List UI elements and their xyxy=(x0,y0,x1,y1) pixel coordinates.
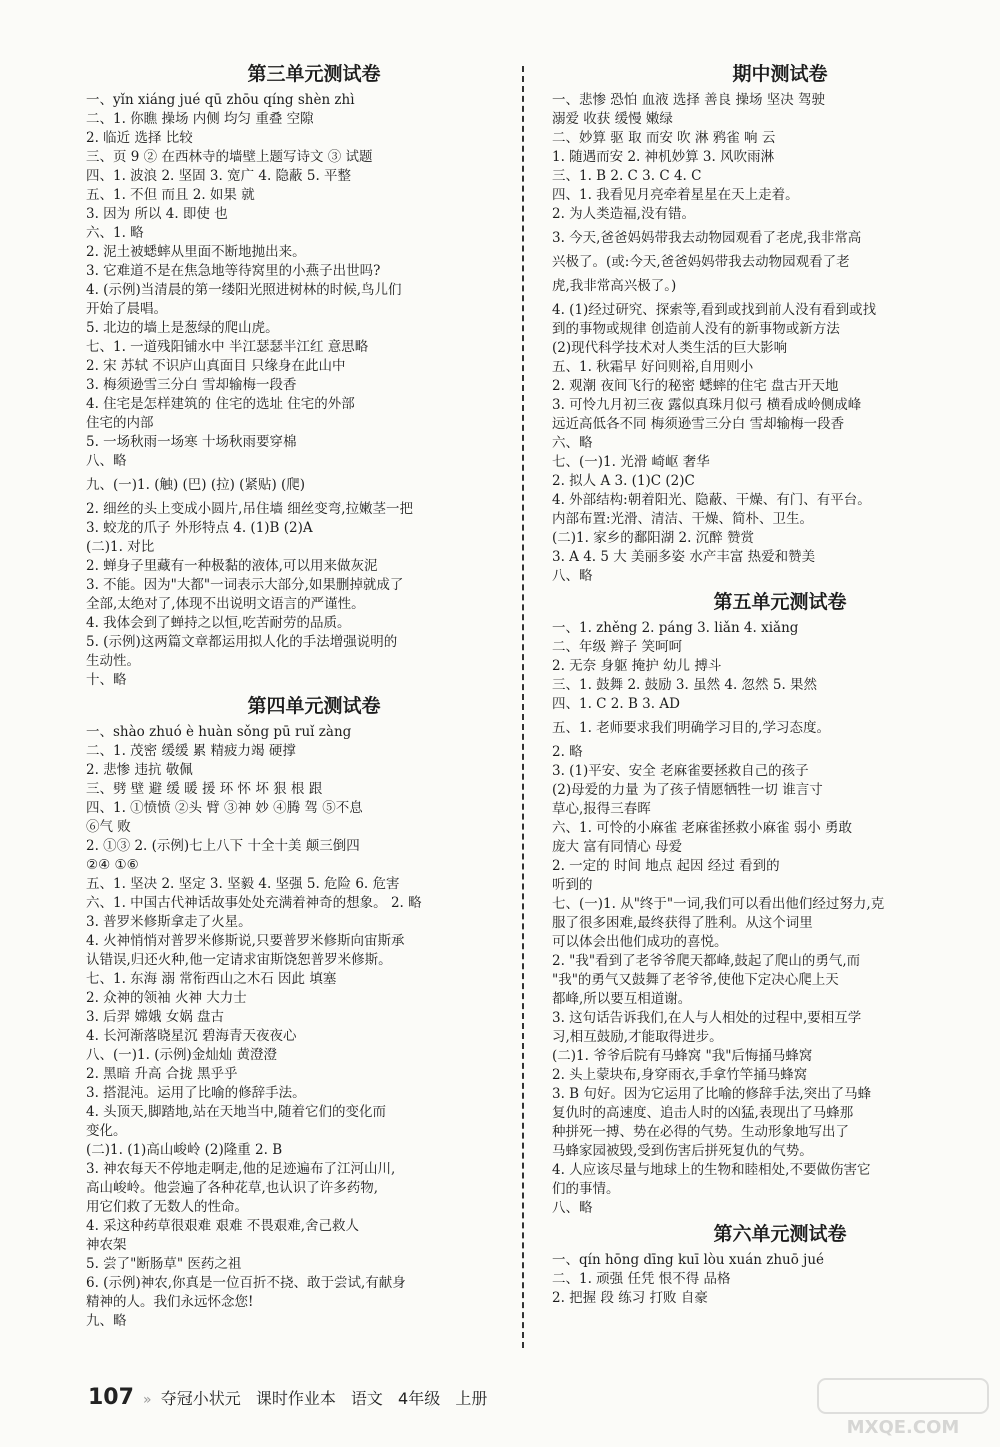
answer-line: 2. 无奈 身躯 掩护 幼儿 搏斗 xyxy=(552,658,722,674)
answer-line: 三、1. 鼓舞 2. 鼓励 3. 虽然 4. 忽然 5. 果然 xyxy=(552,677,818,693)
answer-line: 八、略 xyxy=(86,453,127,469)
section-title: 第四单元测试卷 xyxy=(247,695,381,717)
answer-line: 复仇时的高速度、追击人时的凶猛,表现出了马蜂那 xyxy=(552,1105,854,1121)
book-grade: 4年级 xyxy=(398,1389,441,1408)
answer-line: 一、yǐn xiáng jué qū zhōu qíng shèn zhì xyxy=(86,92,355,108)
answer-line: 溺爱 收获 缓慢 嫩绿 xyxy=(552,111,673,127)
answer-line: 全部,太绝对了,体现不出说明文语言的严谨性。 xyxy=(86,596,365,612)
answer-line: 4. 长河渐落晓星沉 碧海青天夜夜心 xyxy=(86,1028,297,1044)
answer-line: 2. 泥土被蟋蟀从里面不断地抛出来。 xyxy=(86,244,306,260)
answer-line: 2. 宋 苏轼 不识庐山真面目 只缘身在此山中 xyxy=(86,358,346,374)
answer-line: 四、1. C 2. B 3. AD xyxy=(552,696,680,712)
answer-line: 3. 搭混沌。运用了比喻的修辞手法。 xyxy=(86,1085,306,1101)
watermark-text: MXQE.COM xyxy=(846,1417,960,1438)
answer-line: 草心,报得三春晖 xyxy=(552,801,651,817)
answer-line: 七、(一)1. 从"终于"一词,我们可以看出他们经过努力,克 xyxy=(552,896,885,912)
page-number: 107 xyxy=(88,1385,134,1410)
answer-line: (2)母爱的力量 为了孩子情愿牺牲一切 谁言寸 xyxy=(552,782,823,798)
answer-line: 二、妙算 驱 取 而安 吹 淋 鸦雀 响 云 xyxy=(552,130,776,146)
answer-line: 内部布置:光滑、清洁、干燥、简朴、卫生。 xyxy=(552,511,814,527)
answer-line: ⑥气 败 xyxy=(86,819,131,835)
answer-line: 一、1. zhěng 2. páng 3. liǎn 4. xiǎng xyxy=(552,620,799,636)
answer-line: 3. 不能。因为"大都"一词表示大部分,如果删掉就成了 xyxy=(86,577,404,593)
answer-line: 4. 采这种药草很艰难 艰难 不畏艰难,舍己救人 xyxy=(86,1218,360,1234)
answer-line: 服了很多困难,最终获得了胜利。从这个词里 xyxy=(552,915,813,931)
answer-line: 听到的 xyxy=(552,877,593,893)
answer-line: 可以体会出他们成功的喜悦。 xyxy=(552,934,728,950)
answer-line: 变化。 xyxy=(86,1123,127,1139)
answer-line: 一、shào zhuó è huàn sǒng pū ruǐ zàng xyxy=(86,724,352,740)
answer-line: 2. 黑暗 升高 合拢 黑乎乎 xyxy=(86,1066,238,1082)
answer-line: 2. 蝉身子里藏有一种极黏的液体,可以用来做灰泥 xyxy=(86,558,378,574)
answer-line: 2. 头上蒙块布,身穿雨衣,手拿竹竿捅马蜂窝 xyxy=(552,1067,808,1083)
answer-line: 一、qín hōng dīng kuī lòu xuán zhuō jué xyxy=(552,1252,825,1268)
answer-line: 2. 细丝的头上变成小圆片,吊住墙 细丝变弯,拉嫩茎一把 xyxy=(86,501,414,517)
answer-line: 精神的人。我们永远怀念您! xyxy=(86,1294,254,1310)
answer-line: 3. 梅须逊雪三分白 雪却输梅一段香 xyxy=(86,377,297,393)
answer-line: "我"的勇气又鼓舞了老爷爷,使他下定决心爬上天 xyxy=(552,972,839,988)
answer-line: 六、1. 中国古代神话故事处处充满着神奇的想象。 2. 略 xyxy=(86,895,422,911)
answer-line: 八、略 xyxy=(552,568,593,584)
answer-line: 习,相互鼓励,才能取得进步。 xyxy=(552,1029,723,1045)
answer-line: (二)1. 家乡的鄱阳湖 2. 沉醉 赞赏 xyxy=(552,530,754,546)
answer-line: 4. 我体会到了蝉持之以恒,吃苦耐劳的品质。 xyxy=(86,615,351,631)
section-title: 第六单元测试卷 xyxy=(713,1223,847,1245)
answer-line: 3. 这句话告诉我们,在人与人相处的过程中,要相互学 xyxy=(552,1010,862,1026)
answer-line: 远近高低各不同 梅须逊雪三分白 雪却输梅一段香 xyxy=(552,416,845,432)
answer-line: (2)现代科学技术对人类生活的巨大影响 xyxy=(552,340,788,356)
answer-line: 三、页 9 ② 在西林寺的墙壁上题写诗文 ③ 试题 xyxy=(86,149,373,165)
answer-line: 二、1. 顽强 任凭 恨不得 品格 xyxy=(552,1271,731,1287)
watermark-logo xyxy=(814,1377,992,1439)
answer-line: 2. 略 xyxy=(552,744,583,760)
answer-line: 兴极了。(或:今天,爸爸妈妈带我去动物园观看了老 xyxy=(552,254,850,270)
answer-line: 二、1. 茂密 缓缓 累 精疲力竭 硬撑 xyxy=(86,743,296,759)
answer-line: 2. ①③ 2. (示例)七上八下 十全十美 颠三倒四 xyxy=(86,838,360,854)
answer-line: 3. (1)平安、安全 老麻雀要拯救自己的孩子 xyxy=(552,763,809,779)
section-title: 期中测试卷 xyxy=(732,63,828,85)
answer-line: 3. 蛟龙的爪子 外形特点 4. (1)B (2)A xyxy=(86,520,313,536)
answer-line: 庞大 富有同情心 母爱 xyxy=(552,839,683,855)
answer-line: 1. 随遇而安 2. 神机妙算 3. 风吹雨淋 xyxy=(552,149,775,165)
answer-line: 四、1. 我看见月亮牵着星星在天上走着。 xyxy=(552,187,799,203)
answer-line: 2. 观潮 夜间飞行的秘密 蟋蟀的住宅 盘古开天地 xyxy=(552,378,839,394)
answer-line: 三、劈 壁 避 缓 暖 援 环 怀 坏 狠 根 跟 xyxy=(86,781,323,797)
answer-line: 2. 悲惨 违抗 敬佩 xyxy=(86,762,193,778)
answer-line: 虎,我非常高兴极了。) xyxy=(552,278,677,294)
answer-line: 2. 临近 选择 比较 xyxy=(86,130,193,146)
answer-line: 神农架 xyxy=(86,1237,127,1253)
answer-line: 3. 后羿 嫦娥 女娲 盘古 xyxy=(86,1009,225,1025)
section-title: 第五单元测试卷 xyxy=(713,591,847,613)
answer-line: 六、1. 略 xyxy=(86,225,144,241)
answer-line: 五、1. 老师要求我们明确学习目的,学习态度。 xyxy=(552,720,830,736)
answer-line: 八、略 xyxy=(552,1200,593,1216)
answer-line: 七、1. 一道残阳铺水中 半江瑟瑟半江红 意思略 xyxy=(86,339,369,355)
answer-line: 5. 一场秋雨一场寒 十场秋雨要穿棉 xyxy=(86,434,297,450)
right-column xyxy=(552,58,1000,1308)
book-title: 夺冠小状元 xyxy=(160,1389,241,1408)
answer-line: 4. 人应该尽量与地球上的生物和睦相处,不要做伤害它 xyxy=(552,1162,871,1178)
answer-line: 九、(一)1. (触) (巴) (拉) (紧贴) (爬) xyxy=(86,477,306,493)
answer-line: 4. 外部结构:朝着阳光、隐蔽、干燥、有门、有平台。 xyxy=(552,492,871,508)
answer-line: 五、1. 坚决 2. 坚定 3. 坚毅 4. 坚强 5. 危险 6. 危害 xyxy=(86,876,400,892)
answer-line: 4. 头顶天,脚踏地,站在天地当中,随着它们的变化而 xyxy=(86,1104,387,1120)
answer-line: 到的事物或规律 创造前人没有的新事物或新方法 xyxy=(552,321,840,337)
answer-line: 5. 北边的墙上是葱绿的爬山虎。 xyxy=(86,320,279,336)
answer-line: 马蜂家园被毁,受到伤害后拼死复仇的气势。 xyxy=(552,1143,813,1159)
answer-line: 二、1. 你瞧 操场 内侧 均匀 重叠 空隙 xyxy=(86,111,314,127)
page-footer xyxy=(88,1385,497,1410)
left-column xyxy=(86,58,542,1331)
section-title: 第三单元测试卷 xyxy=(247,63,381,85)
answer-line: (二)1. 对比 xyxy=(86,539,155,555)
answer-line: 住宅的内部 xyxy=(86,415,154,431)
answer-line: 种拼死一搏、势在必得的气势。生动形象地写出了 xyxy=(552,1124,849,1140)
answer-line: 3. 可怜九月初三夜 露似真珠月似弓 横看成岭侧成峰 xyxy=(552,397,862,413)
answer-line: (二)1. (1)高山峻岭 (2)隆重 2. B xyxy=(86,1142,283,1158)
answer-line: 5. (示例)这两篇文章都运用拟人化的手法增强说明的 xyxy=(86,634,398,650)
column-divider xyxy=(522,66,524,1348)
answer-line: 2. "我"看到了老爷爷爬天都峰,鼓起了爬山的勇气,而 xyxy=(552,953,861,969)
answer-line: 3. 因为 所以 4. 即使 也 xyxy=(86,206,228,222)
answer-line: ②④ ①⑥ xyxy=(86,857,139,873)
book-series: 课时作业本 xyxy=(255,1389,336,1408)
answer-line: 2. 为人类造福,没有错。 xyxy=(552,206,695,222)
book-volume: 上册 xyxy=(455,1389,488,1408)
answer-line: 2. 众神的领袖 火神 大力士 xyxy=(86,990,247,1006)
answer-line: 们的事情。 xyxy=(552,1181,620,1197)
answer-line: 3. 它难道不是在焦急地等待窝里的小燕子出世吗? xyxy=(86,263,381,279)
answer-line: 6. (示例)神农,你真是一位百折不挠、敢于尝试,有献身 xyxy=(86,1275,406,1291)
answer-line: 七、(一)1. 光滑 崎岖 奢华 xyxy=(552,454,710,470)
answer-line: 六、略 xyxy=(552,435,593,451)
book-subject: 语文 xyxy=(350,1389,383,1408)
answer-line: 二、年级 辫子 笑呵呵 xyxy=(552,639,683,655)
answer-line: 3. 今天,爸爸妈妈带我去动物园观看了老虎,我非常高 xyxy=(552,230,862,246)
answer-line: 3. 神农每天不停地走啊走,他的足迹遍布了江河山川, xyxy=(86,1161,396,1177)
answer-line: 4. 住宅是怎样建筑的 住宅的选址 住宅的外部 xyxy=(86,396,355,412)
answer-line: 五、1. 秋霜早 好问则裕,自用则小 xyxy=(552,359,754,375)
answer-line: 六、1. 可怜的小麻雀 老麻雀拯救小麻雀 弱小 勇敢 xyxy=(552,820,853,836)
answer-line: 高山峻岭。他尝遍了各种花草,也认识了许多药物, xyxy=(86,1180,379,1196)
answer-line: 4. 火神悄悄对普罗米修斯说,只要普罗米修斯向宙斯承 xyxy=(86,933,405,949)
answer-line: 用它们救了无数人的性命。 xyxy=(86,1199,248,1215)
answer-line: 3. 普罗米修斯拿走了火星。 xyxy=(86,914,252,930)
answer-line: 八、(一)1. (示例)金灿灿 黄澄澄 xyxy=(86,1047,278,1063)
answer-line: 3. B 句好。因为它运用了比喻的修辞手法,突出了马蜂 xyxy=(552,1086,872,1102)
answer-line: 认错误,归还火种,他一定请求宙斯饶恕普罗米修斯。 xyxy=(86,952,392,968)
answer-line: 2. 一定的 时间 地点 起因 经过 看到的 xyxy=(552,858,780,874)
answer-line: 开始了晨唱。 xyxy=(86,301,167,317)
answer-line: 四、1. ①愤愤 ②头 臂 ③神 妙 ④腾 驾 ⑤不息 xyxy=(86,800,363,816)
answer-line: 生动性。 xyxy=(86,653,140,669)
answer-line: 三、1. B 2. C 3. C 4. C xyxy=(552,168,702,184)
answer-line: 5. 尝了"断肠草" 医药之祖 xyxy=(86,1256,242,1272)
answer-line: 一、悲惨 恐怕 血液 选择 善良 操场 坚决 驾驶 xyxy=(552,92,826,108)
answer-line: 4. (示例)当清晨的第一缕阳光照进树林的时候,鸟儿们 xyxy=(86,282,402,298)
arrow-icon: » xyxy=(143,1392,152,1408)
answer-line: 十、略 xyxy=(86,672,127,688)
answer-line: 2. 把握 段 练习 打败 自豪 xyxy=(552,1290,708,1306)
answer-line: 4. (1)经过研究、探索等,看到或找到前人没有看到或找 xyxy=(552,302,877,318)
answer-line: 2. 拟人 A 3. (1)C (2)C xyxy=(552,473,695,489)
answer-line: 五、1. 不但 而且 2. 如果 就 xyxy=(86,187,255,203)
answer-line: 都峰,所以要互相道谢。 xyxy=(552,991,692,1007)
answer-line: 3. A 4. 5 大 美丽多姿 水产丰富 热爱和赞美 xyxy=(552,549,816,565)
answer-line: 四、1. 波浪 2. 坚固 3. 宽广 4. 隐蔽 5. 平整 xyxy=(86,168,352,184)
answer-line: 七、1. 东海 溺 常衔西山之木石 因此 填塞 xyxy=(86,971,337,987)
answer-line: (二)1. 爷爷后院有马蜂窝 "我"后悔捅马蜂窝 xyxy=(552,1048,813,1064)
answer-line: 九、略 xyxy=(86,1313,127,1329)
